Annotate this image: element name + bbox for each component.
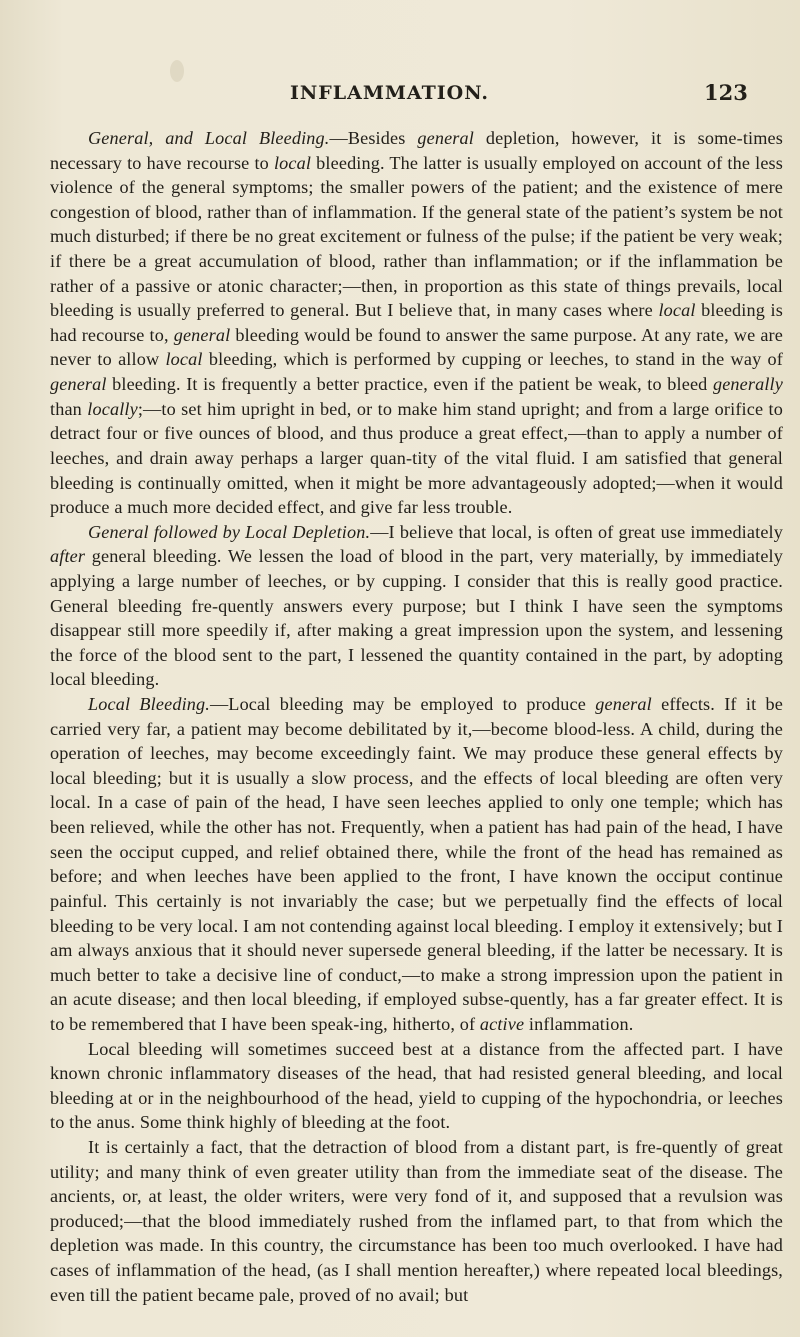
- text-run: than: [50, 398, 88, 419]
- italic-word: local: [165, 349, 203, 370]
- text-run: ;—to set him upright in bed, or to make him stand upright; and from a large orifice to detract four or five ounces of blood, and thus produce a great effect,—than to apply a number of leeches, and drain away perhaps a larger quan-tity of the vital fluid. I am satisfied that general bleeding is continually omitted, when it might be more advantageously adopted;—when it would produce a much more decided effect, and give far less trouble.: [50, 398, 783, 518]
- text-run: general bleeding. We lessen the load of blood in the part, very materially, by immediately applying a large number of leeches, or by cupping. I consider that this is really good practice. General bleeding fre-quently answers every purpose; but I think I have seen the symptoms disappear still more speedily if, after making a great impression upon the system, and lessening the force of the blood sent to the part, I lessened the quantity contained in the part, by adopting local bleeding.: [50, 546, 783, 690]
- paragraph-heading: Local Bleeding.: [88, 694, 210, 715]
- text-run: bleeding would be found to answer the same purpose. At any rate, we are never to allow: [50, 324, 783, 370]
- paragraph: [50, 126, 783, 520]
- italic-word: general: [417, 128, 474, 148]
- paragraph: [50, 520, 783, 692]
- italic-word: active: [479, 1013, 525, 1034]
- italic-word: generally: [712, 374, 783, 395]
- running-head: INFLAMMATION.: [290, 82, 489, 104]
- italic-word: local: [273, 152, 312, 173]
- italic-word: general: [173, 324, 231, 345]
- text-run: bleeding is had recourse to,: [50, 300, 783, 345]
- body-text: [50, 126, 783, 1307]
- italic-word: locally: [87, 398, 138, 419]
- text-run: bleeding, which is performed by cupping or leeches, to stand in the way of: [202, 349, 784, 370]
- text-run: It is certainly a fact, that the detraction of blood from a distant part, is fre-quently of great utility; and many think of even greater utility than from the immediate seat of the disease. The ancients, or, at least, the older writers, were very fond of it, and supposed that a revulsion was produced;—that the blood immediately rushed from the inflamed part, to that from which the depletion was made. In this country, the circumstance has been too much overlooked. I have had cases of inflammation of the head, (as I shall mention hereafter,) where repeated local bleedings, even till the patient became pale, proved of no avail; but: [50, 1136, 783, 1305]
- paragraph-heading: General, and Local Bleeding.: [88, 128, 330, 148]
- text-run: —I believe that local, is often of great use immediately: [370, 521, 783, 542]
- paragraph-heading: General followed by Local Depletion.: [88, 521, 371, 542]
- italic-word: after: [50, 546, 86, 567]
- page-number: 123: [704, 80, 748, 105]
- text-run: bleeding. The latter is usually employed on account of the less violence of the general symptoms; the smaller powers of the patient; and the existence of mere congestion of blood, rather than of inflammation. If the general state of the patient’s system be not much disturbed; if there be no great excitement or fulness of the pulse; if the patient be very weak; if there be a great accumulation of blood, rather than inflammation; or if the inflammation be rather of a passive or atonic character;—then, in proportion as this state of things prevails, local bleeding is usually preferred to general. But I believe that, in many cases where: [50, 152, 784, 321]
- text-run: bleeding. It is frequently a better practice, even if the patient be weak, to bleed: [106, 374, 713, 395]
- text-run: —Local bleeding may be employed to produce: [209, 694, 596, 715]
- italic-word: general: [595, 694, 652, 715]
- text-run: Local bleeding will sometimes succeed best at a distance from the affected part. I have known chronic inflammatory diseases of the head, that had resisted general bleeding, and local bleeding at or in the neighbourhood of the head, yield to cupping of the hypochondria, or leeches to the anus. Some think highly of bleeding at the foot.: [50, 1038, 783, 1133]
- paragraph: [50, 1037, 783, 1135]
- page-header: [0, 78, 800, 108]
- text-run: effects. If it be carried very far, a patient may become debilitated by it,—become blood-less. A child, during the operation of leeches, may become exceedingly faint. We may produce these general effects by local bleeding; but it is usually a slow process, and the effects of local bleeding are often very local. In a case of pain of the head, I have seen leeches applied to only one temple; which has been relieved, while the other has not. Frequently, when a patient has had pain of the head, I have seen the occiput cupped, and relief obtained there, while the front of the head has remained as before; and when leeches have been applied to the front, I have known the occiput continue painful. This certainly is not invariably the case; but we perpetually find the effects of local bleeding to be very local. I am not contending against local bleeding. I employ it extensively; but I am always anxious that it should never supersede general bleeding, if the latter be necessary. It is much better to take a decisive line of conduct,—to make a strong impression upon the patient in an acute disease; and then local bleeding, if employed subse-quently, has a far greater effect. It is to be remembered that I have been speak-ing, hitherto, of: [50, 694, 783, 1034]
- italic-word: general: [50, 374, 107, 395]
- text-run: depletion, however, it is some-times necessary to have recourse to: [50, 128, 783, 173]
- paragraph: [50, 692, 783, 1037]
- italic-word: local: [658, 300, 696, 321]
- text-run: —Besides: [329, 128, 418, 148]
- text-run: inflammation.: [524, 1013, 634, 1034]
- paragraph: [50, 1135, 783, 1307]
